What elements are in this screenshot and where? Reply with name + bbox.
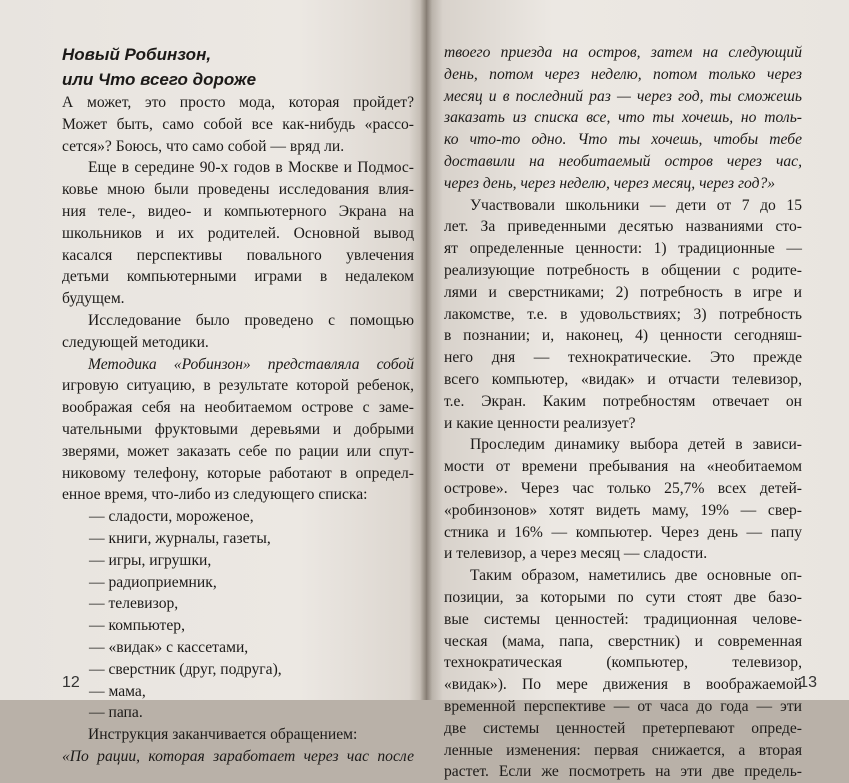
text-line: Участвовали школьники — дети от 7 до 15 xyxy=(470,196,802,214)
list-item: — книги, журналы, газеты, xyxy=(89,529,271,547)
text-line: Проследим динамику выбора детей в зависи- xyxy=(470,436,802,454)
text-line: школьников и их родителей. Основной вывод xyxy=(62,224,414,242)
right-text-column xyxy=(444,42,802,783)
text-line: ния теле-, видео- и компьютерного Экрана на xyxy=(62,202,414,220)
text-line: вые системы ценностей: традиционная челове- xyxy=(444,610,802,628)
text-line: никовому телефону, которые работают в определ- xyxy=(62,464,414,482)
text-line: реализующие потребность в общении с родите- xyxy=(444,261,802,279)
text-line: ковье мною были проведены исследования влия- xyxy=(62,181,414,199)
text-line: через день, через неделю, через месяц, через год?» xyxy=(444,174,776,192)
text-line: временной перспективе — от часа до года — эти xyxy=(444,697,802,715)
text-line: сется»? Боюсь, что само собой — вряд ли. xyxy=(62,137,345,155)
text-line: зверями, может заказать себе по рации или спут- xyxy=(62,442,414,460)
page-number-left: 12 xyxy=(62,674,80,691)
text-line: т.е. Экран. Каким потребностям отвечает он xyxy=(444,392,802,410)
section-heading-line-2: или Что всего дороже xyxy=(62,70,257,89)
list-item: — игры, игрушки, xyxy=(89,551,212,569)
text-line: будущем. xyxy=(62,290,125,308)
text-line: день, потом через неделю, потом только через xyxy=(444,65,802,83)
section-heading-line-1: Новый Робинзон, xyxy=(62,45,212,64)
text-line: всего компьютер, «видак» и отчасти телевизор, xyxy=(444,370,802,388)
text-line: «По рации, которая заработает через час после xyxy=(62,747,414,765)
list-item: — телевизор, xyxy=(89,595,179,613)
list-item: — мама, xyxy=(89,682,146,700)
methodology-title: Методика «Робинзон» представляла собой xyxy=(88,355,414,373)
text-line: Исследование было проведено с помощью xyxy=(88,311,414,329)
text-line: ят определенные ценности: 1) традиционные — xyxy=(444,240,802,258)
list-item: — папа. xyxy=(89,704,143,722)
text-line: мости от времени пребывания на «необитаемом xyxy=(444,458,802,476)
text-line: чательными фруктовыми деревьями и добрыми xyxy=(62,420,414,438)
text-line: него дня — технократические. Это прежде xyxy=(444,349,802,367)
text-line: ко что-то одно. Что ты хочешь, чтобы тебе xyxy=(444,131,802,149)
text-line: Может быть, само собой все как-нибудь «рассо- xyxy=(62,115,414,133)
text-line: ленные изменения: первая снижается, а вторая xyxy=(444,741,802,759)
text-line: «робинзонов» хотят видеть маму, 19% — свер- xyxy=(444,501,802,519)
text-line: Инструкция заканчивается обращением: xyxy=(88,726,358,744)
text-line: лями и сверстниками; 2) потребность в игре и xyxy=(444,283,802,301)
text-line: игровую ситуацию, в результате которой ребенок, xyxy=(62,377,414,395)
text-line: растет. Если же посмотреть на эти две предель- xyxy=(444,763,802,781)
list-item: — радиоприемник, xyxy=(89,573,217,591)
text-line: детьми компьютерными играми в недалеком xyxy=(62,268,414,286)
text-line: твоего приезда на остров, затем на следующий xyxy=(444,44,802,61)
text-line: Таким образом, наметились две основные оп- xyxy=(470,567,802,585)
list-item: — компьютер, xyxy=(89,617,185,635)
text-line: касался перспективы повального увлечения xyxy=(62,246,414,264)
text-line: и какие ценности реализует? xyxy=(444,414,636,432)
left-text-column xyxy=(62,42,414,768)
text-line: доставили на необитаемый остров через час, xyxy=(444,152,802,170)
book-gutter xyxy=(420,0,432,700)
text-line: позиции, за которыми по сути стоят две базо- xyxy=(444,588,802,606)
text-line: технократическая (компьютер, телевизор, xyxy=(444,654,802,672)
left-page xyxy=(0,0,426,765)
text-line: в познании; и, наконец, 4) ценности сегодняш- xyxy=(444,327,802,345)
text-line: стника и 16% — компьютер. Через день — папу xyxy=(444,523,802,541)
page-number-right: 13 xyxy=(799,674,817,691)
text-line: А может, это просто мода, которая пройдет? xyxy=(62,94,414,111)
text-line: воображая себя на необитаемом острове с заме- xyxy=(62,399,414,417)
text-line-methodology xyxy=(62,354,414,376)
text-line: две системы ценностей претерпевают опреде- xyxy=(444,719,802,737)
text-line: заказать из списка все, что ты хочешь, но толь- xyxy=(444,109,802,127)
list-item: — сладости, мороженое, xyxy=(89,508,254,526)
text-line: месяц и в последний раз — через год, ты сможешь xyxy=(444,87,802,105)
text-line: и телевизор, а через месяц — сладости. xyxy=(444,545,708,563)
text-line: лет. За приведенными десятью названиями сто- xyxy=(444,218,802,236)
list-item: — «видак» с кассетами, xyxy=(89,638,249,656)
text-line: ческая (мама, папа, сверстник) и современная xyxy=(444,632,802,650)
text-line: острове». Через час только 25,7% всех детей- xyxy=(444,479,802,497)
text-line: «видак»). По мере движения в воображаемой xyxy=(444,676,802,694)
text-line: енное время, что-либо из следующего списка: xyxy=(62,486,368,504)
text-line: Еще в середине 90-х годов в Москве и Подмос- xyxy=(88,159,414,177)
text-line: следующей методики. xyxy=(62,333,209,351)
list-item: — сверстник (друг, подруга), xyxy=(89,660,282,678)
text-line: лакомстве, т.е. в удовольствиях; 3) потребность xyxy=(444,305,802,323)
right-page xyxy=(426,0,849,781)
